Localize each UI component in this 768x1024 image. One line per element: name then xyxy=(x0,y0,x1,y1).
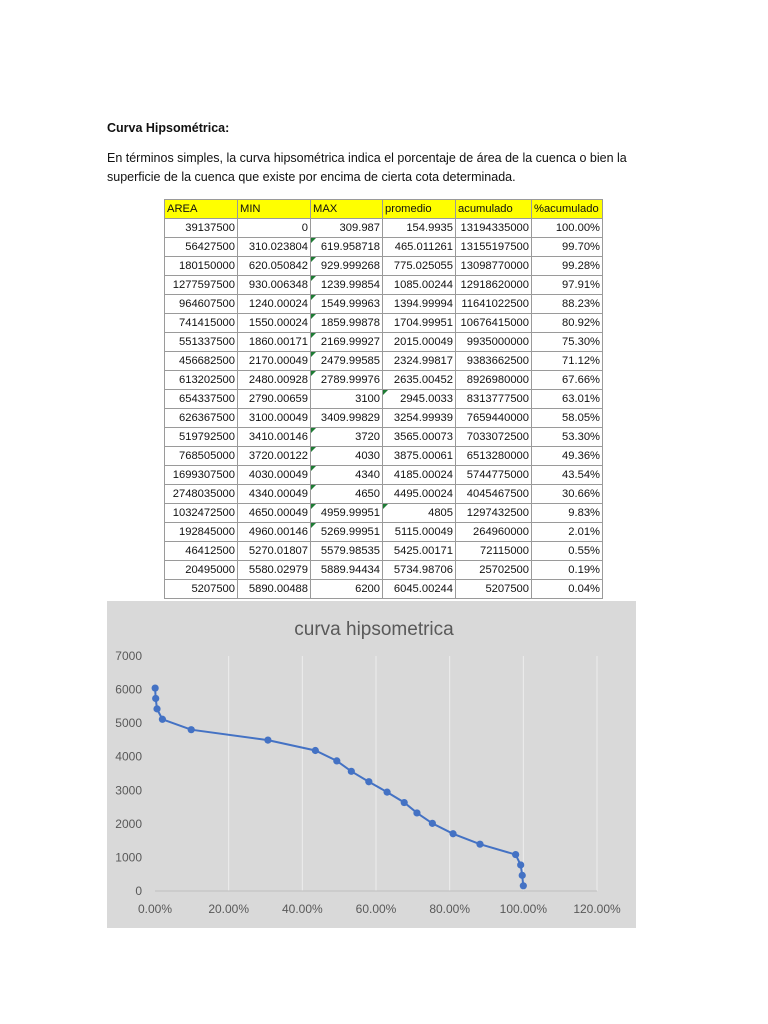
cell-max[interactable]: 6200 xyxy=(311,580,383,599)
chart-canvas xyxy=(107,601,636,928)
cell-area[interactable]: 613202500 xyxy=(165,371,238,390)
cell-pct-acumulado[interactable]: 63.01% xyxy=(532,390,603,409)
cell-pct-acumulado[interactable]: 99.70% xyxy=(532,238,603,257)
data-point[interactable] xyxy=(383,789,390,796)
header-min[interactable]: MIN xyxy=(238,200,311,219)
cell-pct-acumulado[interactable]: 99.28% xyxy=(532,257,603,276)
table-row xyxy=(165,295,603,314)
table-row xyxy=(165,561,603,580)
table-header-row xyxy=(165,200,603,219)
cell-area[interactable]: 1277597500 xyxy=(165,276,238,295)
cell-promedio[interactable]: 3875.00061 xyxy=(383,447,456,466)
cell-pct-acumulado[interactable]: 100.00% xyxy=(532,219,603,238)
cell-min[interactable]: 4960.00146 xyxy=(238,523,311,542)
section-heading: Curva Hipsométrica: xyxy=(107,121,230,135)
cell-max[interactable]: 4959.99951 xyxy=(311,504,383,523)
table-row xyxy=(165,428,603,447)
data-table xyxy=(164,199,603,599)
table-row xyxy=(165,580,603,599)
data-point[interactable] xyxy=(520,882,527,889)
cell-acumulado[interactable]: 13194335000 xyxy=(456,219,532,238)
y-tick-label: 6000 xyxy=(115,682,142,697)
cell-pct-acumulado[interactable]: 80.92% xyxy=(532,314,603,333)
cell-acumulado[interactable]: 1297432500 xyxy=(456,504,532,523)
cell-area[interactable]: 180150000 xyxy=(165,257,238,276)
cell-max[interactable]: 4650 xyxy=(311,485,383,504)
data-point[interactable] xyxy=(312,747,319,754)
cell-area[interactable]: 5207500 xyxy=(165,580,238,599)
cell-min[interactable]: 1860.00171 xyxy=(238,333,311,352)
table-row xyxy=(165,523,603,542)
cell-max[interactable]: 619.958718 xyxy=(311,238,383,257)
cell-acumulado[interactable]: 7659440000 xyxy=(456,409,532,428)
x-tick-label: 20.00% xyxy=(208,902,250,916)
cell-acumulado[interactable]: 12918620000 xyxy=(456,276,532,295)
cell-acumulado[interactable]: 5744775000 xyxy=(456,466,532,485)
cell-min[interactable]: 5890.00488 xyxy=(238,580,311,599)
cell-max[interactable]: 2479.99585 xyxy=(311,352,383,371)
cell-min[interactable]: 0 xyxy=(238,219,311,238)
table-row xyxy=(165,371,603,390)
cell-pct-acumulado[interactable]: 67.66% xyxy=(532,371,603,390)
y-tick-label: 7000 xyxy=(115,649,142,663)
table-row xyxy=(165,276,603,295)
x-tick-label: 0.00% xyxy=(137,902,173,916)
cell-min[interactable]: 3720.00122 xyxy=(238,447,311,466)
cell-promedio[interactable]: 1085.00244 xyxy=(383,276,456,295)
cell-acumulado[interactable]: 8313777500 xyxy=(456,390,532,409)
table-row xyxy=(165,409,603,428)
cell-promedio[interactable]: 4805 xyxy=(383,504,456,523)
cell-area[interactable]: 741415000 xyxy=(165,314,238,333)
cell-max[interactable]: 1549.99963 xyxy=(311,295,383,314)
cell-min[interactable]: 3100.00049 xyxy=(238,409,311,428)
cell-acumulado[interactable]: 25702500 xyxy=(456,561,532,580)
cell-area[interactable]: 192845000 xyxy=(165,523,238,542)
cell-pct-acumulado[interactable]: 75.30% xyxy=(532,333,603,352)
cell-area[interactable]: 1699307500 xyxy=(165,466,238,485)
cell-pct-acumulado[interactable]: 0.19% xyxy=(532,561,603,580)
header-pct-acumulado[interactable]: %acumulado xyxy=(532,200,603,219)
cell-promedio[interactable]: 2635.00452 xyxy=(383,371,456,390)
table-row xyxy=(165,447,603,466)
table-row xyxy=(165,333,603,352)
cell-area[interactable]: 456682500 xyxy=(165,352,238,371)
table-row xyxy=(165,257,603,276)
header-promedio[interactable]: promedio xyxy=(383,200,456,219)
table-row xyxy=(165,542,603,561)
cell-min[interactable]: 930.006348 xyxy=(238,276,311,295)
series-line xyxy=(155,688,523,886)
data-point[interactable] xyxy=(152,695,159,702)
header-max[interactable]: MAX xyxy=(311,200,383,219)
cell-max[interactable]: 5579.98535 xyxy=(311,542,383,561)
y-tick-label: 3000 xyxy=(115,783,142,798)
hypsometric-chart xyxy=(107,601,636,928)
cell-min[interactable]: 2170.00049 xyxy=(238,352,311,371)
cell-min[interactable]: 2790.00659 xyxy=(238,390,311,409)
chart-title: curva hipsometrica xyxy=(294,619,454,640)
cell-min[interactable]: 2480.00928 xyxy=(238,371,311,390)
x-tick-label: 120.00% xyxy=(573,902,621,916)
data-point[interactable] xyxy=(152,684,159,691)
cell-promedio[interactable]: 5734.98706 xyxy=(383,561,456,580)
cell-area[interactable]: 768505000 xyxy=(165,447,238,466)
header-acumulado[interactable]: acumulado xyxy=(456,200,532,219)
cell-max[interactable]: 3720 xyxy=(311,428,383,447)
data-point[interactable] xyxy=(348,768,355,775)
table-row xyxy=(165,485,603,504)
cell-pct-acumulado[interactable]: 0.55% xyxy=(532,542,603,561)
data-point[interactable] xyxy=(512,851,519,858)
y-tick-label: 2000 xyxy=(115,816,142,831)
data-point[interactable] xyxy=(153,705,160,712)
cell-acumulado[interactable]: 11641022500 xyxy=(456,295,532,314)
cell-pct-acumulado[interactable]: 71.12% xyxy=(532,352,603,371)
cell-min[interactable]: 1550.00024 xyxy=(238,314,311,333)
cell-min[interactable]: 5270.01807 xyxy=(238,542,311,561)
cell-acumulado[interactable]: 7033072500 xyxy=(456,428,532,447)
cell-max[interactable]: 309.987 xyxy=(311,219,383,238)
cell-area[interactable]: 39137500 xyxy=(165,219,238,238)
data-point[interactable] xyxy=(159,716,166,723)
cell-max[interactable]: 2169.99927 xyxy=(311,333,383,352)
cell-acumulado[interactable]: 264960000 xyxy=(456,523,532,542)
x-tick-label: 80.00% xyxy=(429,902,471,916)
y-tick-label: 1000 xyxy=(115,850,142,865)
cell-max[interactable]: 3409.99829 xyxy=(311,409,383,428)
table-row xyxy=(165,238,603,257)
data-point[interactable] xyxy=(449,830,456,837)
data-point[interactable] xyxy=(264,736,271,743)
cell-area[interactable]: 551337500 xyxy=(165,333,238,352)
cell-promedio[interactable]: 2324.99817 xyxy=(383,352,456,371)
x-tick-label: 40.00% xyxy=(281,902,323,916)
cell-pct-acumulado[interactable]: 30.66% xyxy=(532,485,603,504)
cell-min[interactable]: 1240.00024 xyxy=(238,295,311,314)
cell-max[interactable]: 1859.99878 xyxy=(311,314,383,333)
cell-area[interactable]: 1032472500 xyxy=(165,504,238,523)
cell-max[interactable]: 5889.94434 xyxy=(311,561,383,580)
y-tick-label: 5000 xyxy=(115,716,142,731)
cell-area[interactable]: 626367500 xyxy=(165,409,238,428)
cell-area[interactable]: 56427500 xyxy=(165,238,238,257)
cell-promedio[interactable]: 154.9935 xyxy=(383,219,456,238)
cell-area[interactable]: 964607500 xyxy=(165,295,238,314)
cell-promedio[interactable]: 4495.00024 xyxy=(383,485,456,504)
data-point[interactable] xyxy=(413,809,420,816)
cell-pct-acumulado[interactable]: 58.05% xyxy=(532,409,603,428)
cell-min[interactable]: 4650.00049 xyxy=(238,504,311,523)
cell-max[interactable]: 929.999268 xyxy=(311,257,383,276)
cell-acumulado[interactable]: 5207500 xyxy=(456,580,532,599)
cell-min[interactable]: 4030.00049 xyxy=(238,466,311,485)
data-point[interactable] xyxy=(365,778,372,785)
data-point[interactable] xyxy=(519,872,526,879)
cell-area[interactable]: 20495000 xyxy=(165,561,238,580)
table-row xyxy=(165,466,603,485)
table-row xyxy=(165,504,603,523)
data-point[interactable] xyxy=(188,726,195,733)
cell-promedio[interactable]: 2015.00049 xyxy=(383,333,456,352)
x-tick-label: 100.00% xyxy=(499,902,548,916)
cell-promedio[interactable]: 1394.99994 xyxy=(383,295,456,314)
cell-max[interactable]: 4030 xyxy=(311,447,383,466)
cell-promedio[interactable]: 5115.00049 xyxy=(383,523,456,542)
cell-min[interactable]: 4340.00049 xyxy=(238,485,311,504)
cell-pct-acumulado[interactable]: 49.36% xyxy=(532,447,603,466)
cell-pct-acumulado[interactable]: 43.54% xyxy=(532,466,603,485)
cell-promedio[interactable]: 2945.0033 xyxy=(383,390,456,409)
table-row xyxy=(165,219,603,238)
cell-promedio[interactable]: 6045.00244 xyxy=(383,580,456,599)
cell-acumulado[interactable]: 72115000 xyxy=(456,542,532,561)
intro-paragraph: En términos simples, la curva hipsométrica indica el porcentaje de área de la cuenca o bien la superficie de la cuenca que existe por encima de cierta cota determinada. xyxy=(107,151,627,184)
cell-pct-acumulado[interactable]: 97.91% xyxy=(532,276,603,295)
cell-promedio[interactable]: 465.011261 xyxy=(383,238,456,257)
cell-area[interactable]: 2748035000 xyxy=(165,485,238,504)
cell-pct-acumulado[interactable]: 88.23% xyxy=(532,295,603,314)
cell-pct-acumulado[interactable]: 9.83% xyxy=(532,504,603,523)
cell-acumulado[interactable]: 4045467500 xyxy=(456,485,532,504)
data-point[interactable] xyxy=(401,799,408,806)
cell-promedio[interactable]: 4185.00024 xyxy=(383,466,456,485)
cell-area[interactable]: 46412500 xyxy=(165,542,238,561)
cell-promedio[interactable]: 775.025055 xyxy=(383,257,456,276)
cell-max[interactable]: 3100 xyxy=(311,390,383,409)
cell-area[interactable]: 519792500 xyxy=(165,428,238,447)
cell-promedio[interactable]: 3565.00073 xyxy=(383,428,456,447)
y-tick-label: 4000 xyxy=(115,749,142,764)
cell-min[interactable]: 5580.02979 xyxy=(238,561,311,580)
cell-acumulado[interactable]: 6513280000 xyxy=(456,447,532,466)
cell-min[interactable]: 310.023804 xyxy=(238,238,311,257)
cell-acumulado[interactable]: 10676415000 xyxy=(456,314,532,333)
table-row xyxy=(165,314,603,333)
cell-promedio[interactable]: 5425.00171 xyxy=(383,542,456,561)
cell-acumulado[interactable]: 9383662500 xyxy=(456,352,532,371)
cell-acumulado[interactable]: 9935000000 xyxy=(456,333,532,352)
cell-promedio[interactable]: 3254.99939 xyxy=(383,409,456,428)
cell-acumulado[interactable]: 13155197500 xyxy=(456,238,532,257)
cell-max[interactable]: 4340 xyxy=(311,466,383,485)
data-point[interactable] xyxy=(429,820,436,827)
cell-pct-acumulado[interactable]: 53.30% xyxy=(532,428,603,447)
table-row xyxy=(165,390,603,409)
cell-pct-acumulado[interactable]: 2.01% xyxy=(532,523,603,542)
cell-pct-acumulado[interactable]: 0.04% xyxy=(532,580,603,599)
cell-area[interactable]: 654337500 xyxy=(165,390,238,409)
cell-min[interactable]: 620.050842 xyxy=(238,257,311,276)
cell-max[interactable]: 5269.99951 xyxy=(311,523,383,542)
cell-acumulado[interactable]: 8926980000 xyxy=(456,371,532,390)
header-area[interactable]: AREA xyxy=(165,200,238,219)
cell-promedio[interactable]: 1704.99951 xyxy=(383,314,456,333)
data-point[interactable] xyxy=(517,861,524,868)
y-tick-label: 0 xyxy=(135,884,142,898)
table-row xyxy=(165,352,603,371)
cell-min[interactable]: 3410.00146 xyxy=(238,428,311,447)
data-point[interactable] xyxy=(476,841,483,848)
cell-acumulado[interactable]: 13098770000 xyxy=(456,257,532,276)
x-tick-label: 60.00% xyxy=(355,902,397,916)
cell-max[interactable]: 1239.99854 xyxy=(311,276,383,295)
cell-max[interactable]: 2789.99976 xyxy=(311,371,383,390)
data-point[interactable] xyxy=(333,757,340,764)
